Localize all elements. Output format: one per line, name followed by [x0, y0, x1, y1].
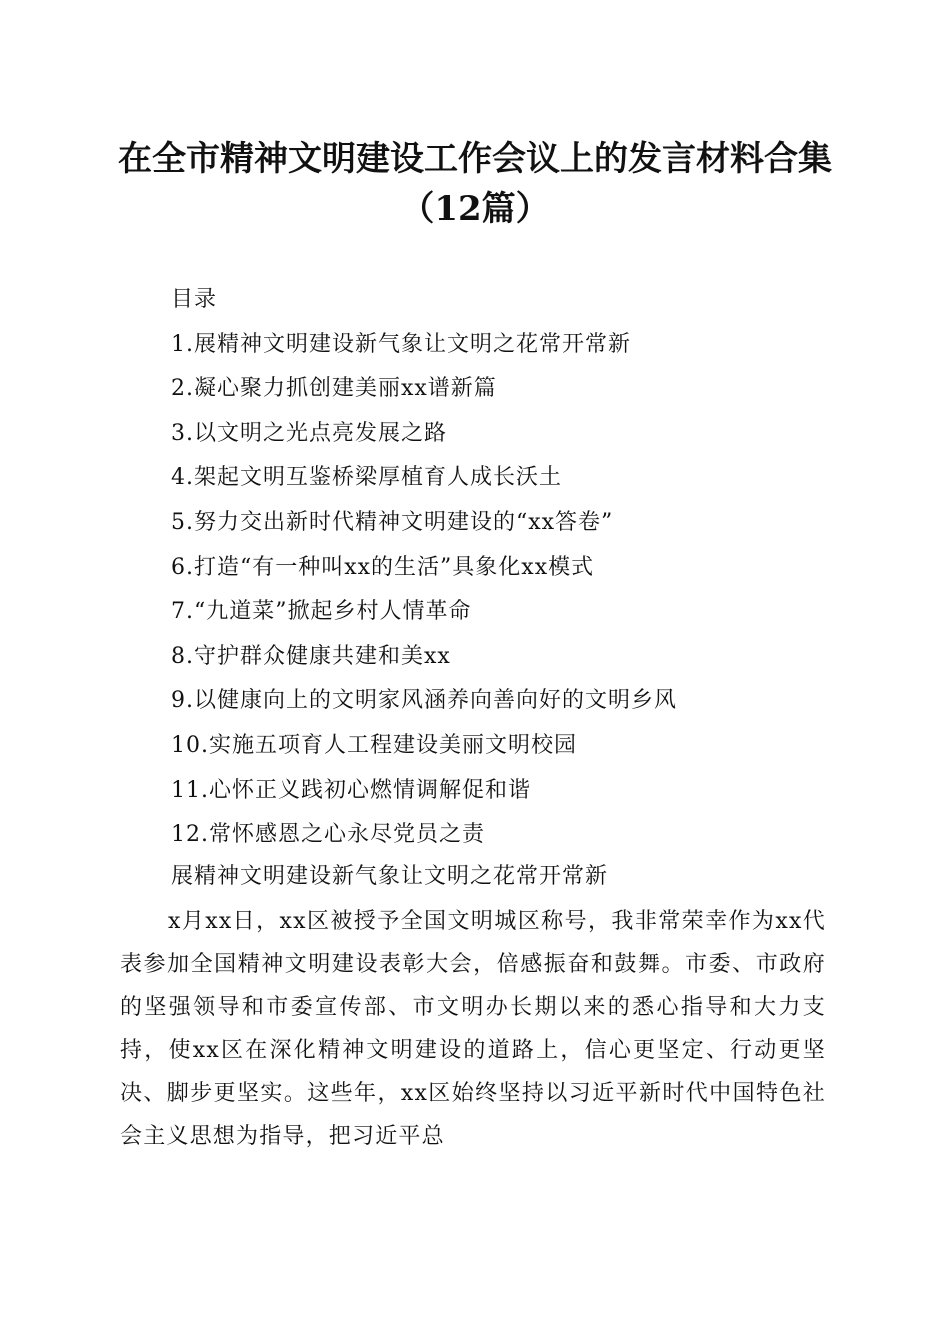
toc-item: 4.架起文明互鉴桥梁厚植育人成长沃土: [171, 465, 562, 491]
toc-heading: 目录: [171, 287, 218, 312]
body-paragraph: x月xx日，xx区被授予全国文明城区称号，我非常荣幸作为xx代表参加全国精神文明建设表彰大会，倍感振奋和鼓舞。市委、市政府的坚强领导和市委宣传部、市文明办长期以来的悉心指导和大力支持，使xx区在深化精神文明建设的道路上，信心更坚定、行动更坚决、脚步更坚实。这些年，xx区始终坚持以习近平新时代中国特色社会主义思想为指导，把习近平总: [120, 909, 826, 1149]
toc-item: 10.实施五项育人工程建设美丽文明校园: [171, 732, 577, 758]
table-of-contents: [171, 278, 871, 858]
toc-item: 6.打造“有一种叫xx的生活”具象化xx模式: [171, 554, 595, 580]
toc-item: 2.凝心聚力抓创建美丽xx谱新篇: [171, 376, 497, 402]
toc-item: 1.展精神文明建设新气象让文明之花常开常新: [171, 331, 631, 357]
toc-item: 5.努力交出新时代精神文明建设的“xx答卷”: [171, 509, 614, 535]
section-heading: 展精神文明建设新气象让文明之花常开常新: [171, 864, 609, 889]
toc-item: 9.以健康向上的文明家风涵养向善向好的文明乡风: [171, 688, 677, 714]
toc-item: 12.常怀感恩之心永尽党员之责: [171, 822, 485, 848]
toc-item: 3.以文明之光点亮发展之路: [171, 420, 447, 446]
document-title: 在全市精神文明建设工作会议上的发言材料合集（12篇）: [118, 139, 832, 229]
toc-item: 11.心怀正义践初心燃情调解促和谐: [171, 777, 531, 803]
toc-item: 8.守护群众健康共建和美xx: [171, 643, 451, 669]
toc-item: 7.“九道菜”掀起乡村人情革命: [171, 599, 472, 625]
